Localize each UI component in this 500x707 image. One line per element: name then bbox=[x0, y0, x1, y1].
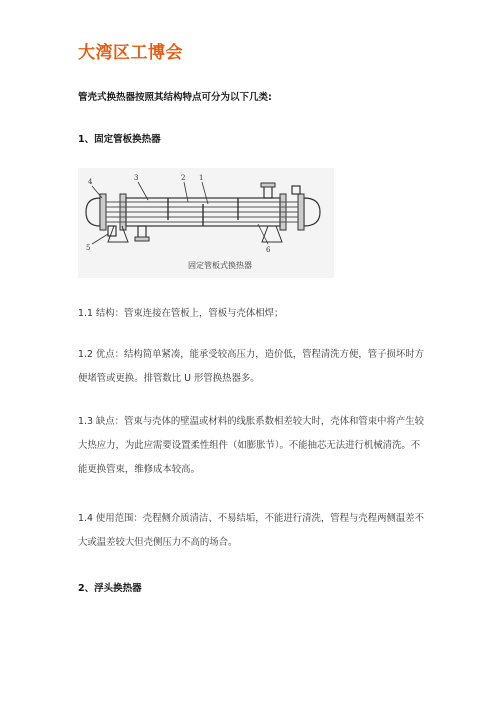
callout-label: 1 bbox=[199, 174, 204, 182]
heat-exchanger-figure bbox=[78, 168, 334, 278]
figure-caption: 固定管板式换热器 bbox=[188, 261, 252, 270]
brand-logo-text: 大湾区工博会 bbox=[78, 43, 183, 63]
paragraph-structure: 1.1 结构：管束连接在管板上，管板与壳体相焊； bbox=[78, 308, 284, 319]
callout-label: 5 bbox=[86, 244, 91, 252]
paragraph-usage-scope: 1.4 使用范围：壳程侧介质清洁、不易结垢，不能进行清洗，管程与壳程两侧温差不大或温差较大但壳侧压力不高的场合。 bbox=[78, 513, 425, 548]
intro-text: 管壳式换热器按照其结构特点可分为以下几类: bbox=[78, 92, 272, 103]
fixed-tube-sheet-diagram bbox=[78, 168, 334, 278]
callout-label: 4 bbox=[88, 178, 93, 186]
section-2-heading: 2、浮头换热器 bbox=[78, 583, 142, 594]
paragraph-disadvantages: 1.3 缺点：管束与壳体的壁温或材料的线胀系数相差较大时，壳体和管束中将产生较大热应力，为此应需要设置柔性组件（如膨胀节）。不能抽芯无法进行机械清洗。不能更换管束，维修成本较高。 bbox=[78, 416, 425, 475]
section-1-heading: 1、固定管板换热器 bbox=[78, 134, 161, 145]
callout-label: 3 bbox=[134, 174, 139, 182]
paragraph-advantages: 1.2 优点：结构简单紧凑，能承受较高压力，造价低，管程清洗方便，管子损坏时方便堵管或更换。排管数比 U 形管换热器多。 bbox=[78, 349, 425, 384]
callout-label: 2 bbox=[181, 174, 186, 182]
callout-label: 6 bbox=[266, 246, 271, 254]
